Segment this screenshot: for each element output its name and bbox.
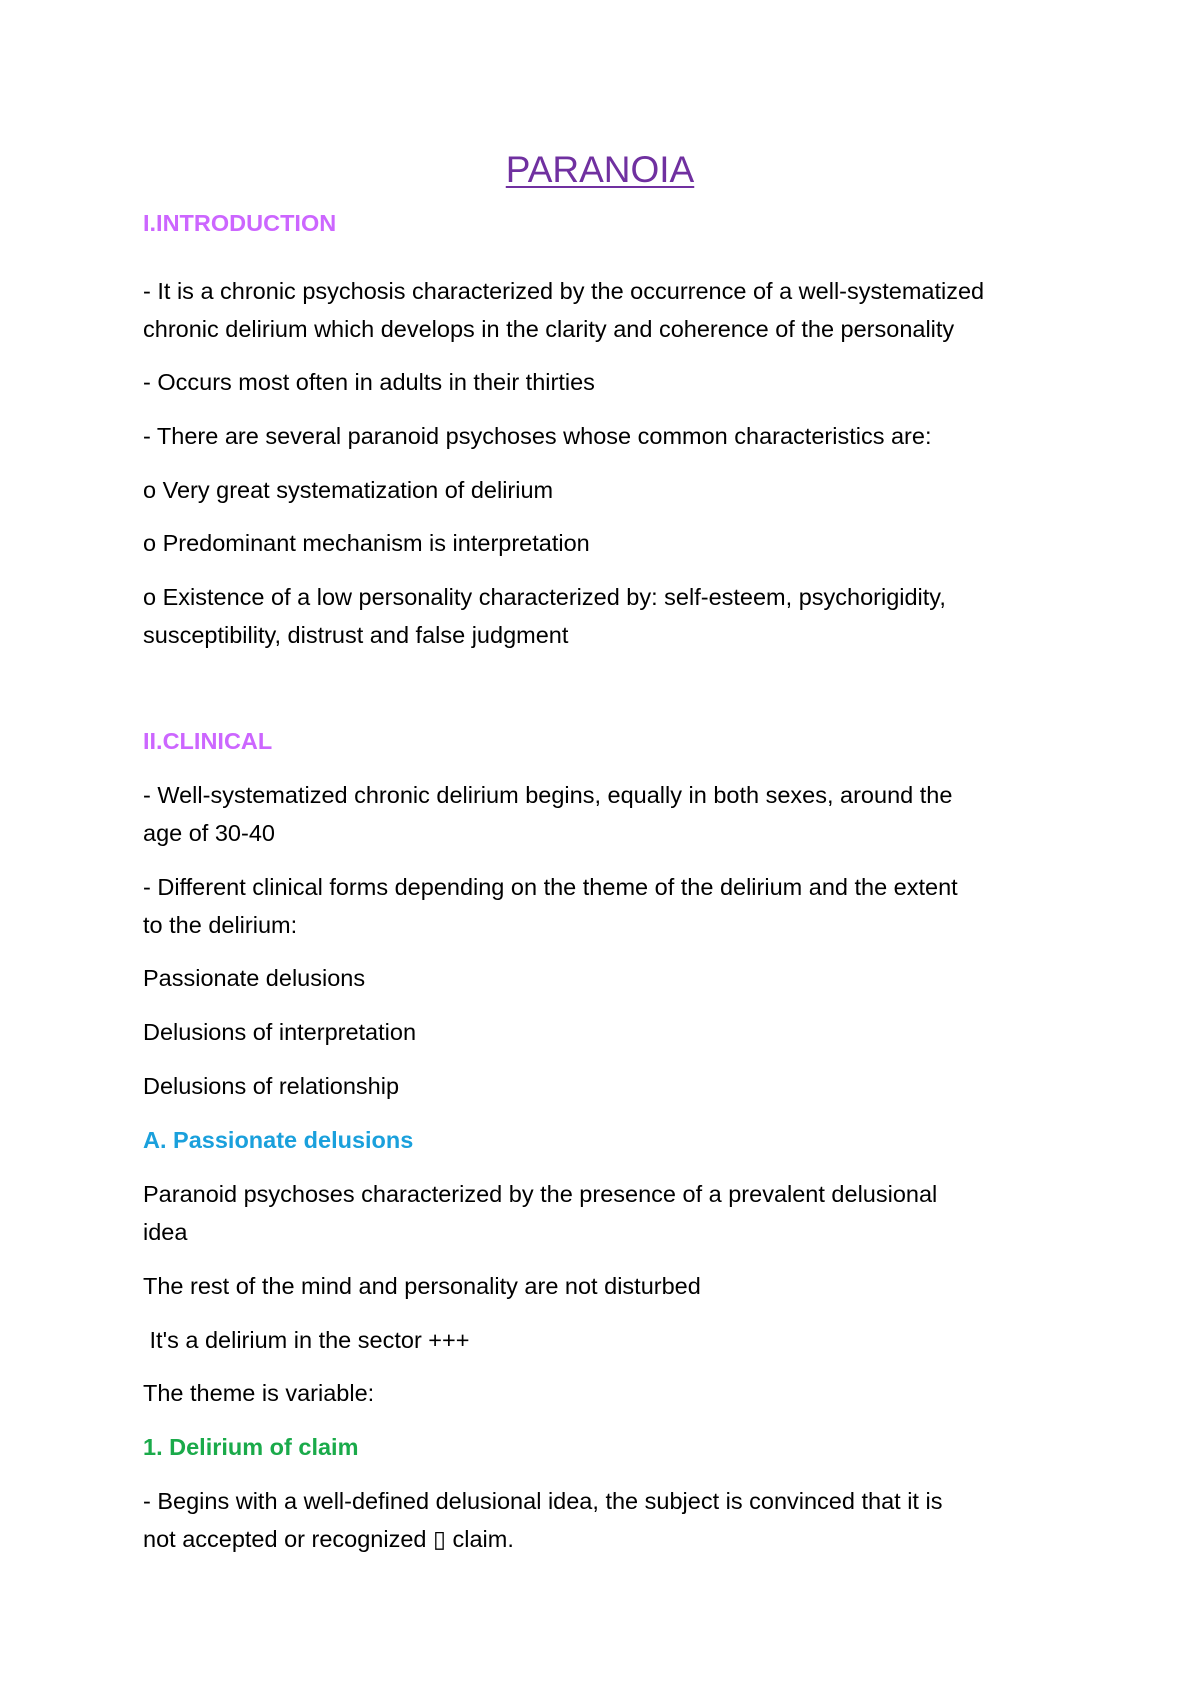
paragraph: - Occurs most often in adults in their thirties [143,369,595,395]
clinical-form-item: Delusions of relationship [143,1073,400,1099]
paragraph-line: chronic delirium which develops in the clarity and coherence of the personality [143,316,955,342]
paragraph-line: to the delirium: [143,912,298,938]
section-heading-introduction: I.INTRODUCTION [143,210,337,236]
bullet-item: o Very great systematization of delirium [143,477,554,503]
paragraph: The theme is variable: [143,1380,375,1406]
paragraph: - There are several paranoid psychoses whose common characteristics are: [143,423,932,449]
paragraph-line: idea [143,1219,188,1245]
paragraph: It's a delirium in the sector +++ [143,1327,470,1353]
paragraph-line: - It is a chronic psychosis characterized by the occurrence of a well-systematized [143,278,985,304]
paragraph-line: - Different clinical forms depending on the theme of the delirium and the extent [143,874,958,900]
paragraph-line: not accepted or recognized ▯ claim. [143,1526,514,1552]
subsection-heading-passionate-delusions: A. Passionate delusions [143,1127,414,1153]
section-heading-clinical: II.CLINICAL [143,728,273,754]
clinical-form-item: Delusions of interpretation [143,1019,417,1045]
paragraph-line: age of 30-40 [143,820,275,846]
document-title: PARANOIA [505,149,695,190]
bullet-item-line: o Existence of a low personality characterized by: self-esteem, psychorigidity, [143,584,946,610]
subsubsection-heading-delirium-of-claim: 1. Delirium of claim [143,1434,359,1460]
bullet-item: o Predominant mechanism is interpretation [143,530,590,556]
paragraph-line: - Begins with a well-defined delusional idea, the subject is convinced that it is [143,1488,943,1514]
clinical-form-item: Passionate delusions [143,965,366,991]
bullet-item-line: susceptibility, distrust and false judgment [143,622,569,648]
paragraph: The rest of the mind and personality are not disturbed [143,1273,701,1299]
paragraph-line: - Well-systematized chronic delirium begins, equally in both sexes, around the [143,782,953,808]
paragraph-line: Paranoid psychoses characterized by the presence of a prevalent delusional [143,1181,938,1207]
